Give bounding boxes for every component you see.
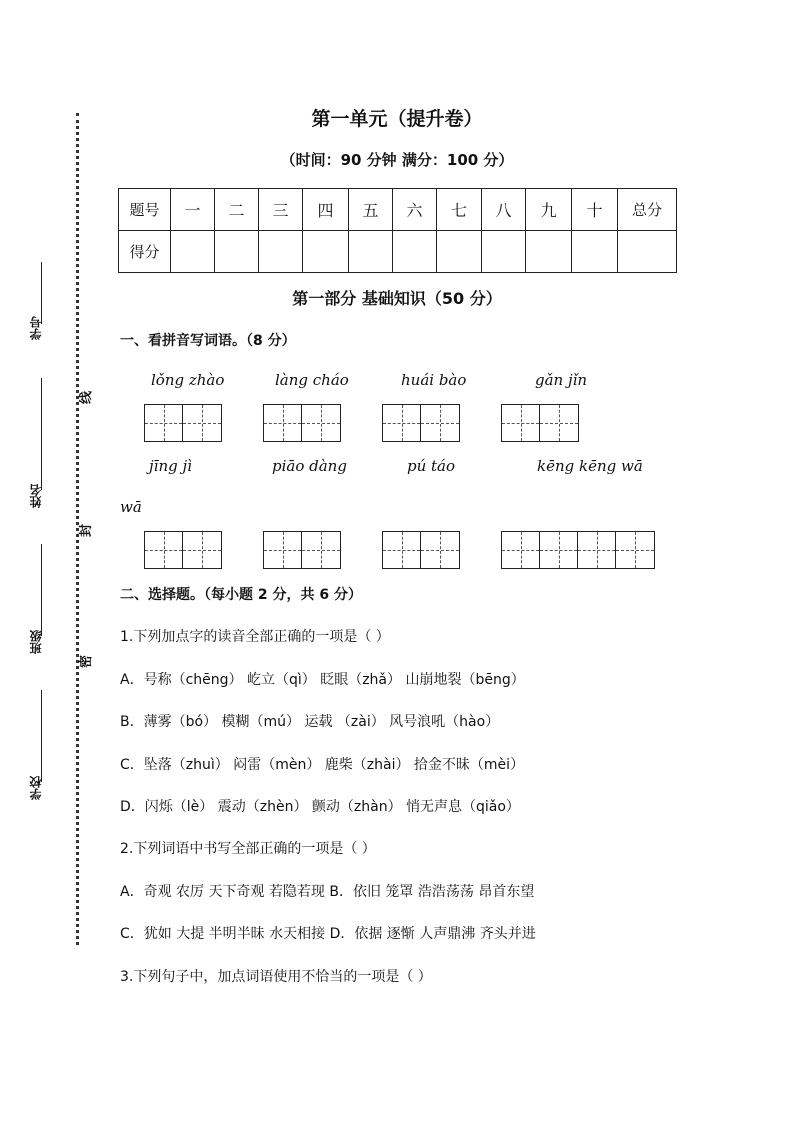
pinyin-label: gǎn jǐn [535, 371, 588, 389]
writing-grid[interactable] [144, 404, 222, 442]
question-3: 3.下列句子中，加点词语使用不恰当的一项是（ ） [120, 969, 432, 985]
writing-grid[interactable] [263, 531, 341, 569]
score-cell[interactable] [349, 231, 393, 273]
table-header-cell: 九 [526, 189, 572, 231]
section1-heading: 一、看拼音写词语。（8 分） [120, 333, 296, 349]
table-header-cell: 七 [437, 189, 482, 231]
name-label: 姓名 [29, 484, 43, 508]
table-header-cell: 三 [259, 189, 303, 231]
score-row-label: 得分 [119, 231, 171, 273]
seal-char-seal: 封 [79, 523, 95, 538]
pinyin-label: pú táo [407, 457, 456, 475]
writing-grid[interactable] [263, 404, 341, 442]
table-header-cell: 题号 [119, 189, 171, 231]
writing-grid[interactable] [501, 531, 655, 569]
score-cell[interactable] [437, 231, 482, 273]
question-1-option-c: C．坠落（zhuì） 闷雷（mèn） 鹿柴（zhài） 拾金不昧（mèi） [120, 757, 525, 773]
score-cell[interactable] [618, 231, 677, 273]
pinyin-label: lǒng zhào [151, 371, 225, 389]
table-header-cell: 八 [482, 189, 526, 231]
writing-grid[interactable] [501, 404, 579, 442]
score-cell[interactable] [526, 231, 572, 273]
table-row [119, 189, 677, 231]
seal-char-secret: 密 [79, 654, 95, 669]
score-table [118, 188, 677, 273]
table-header-cell: 六 [393, 189, 437, 231]
table-header-cell: 十 [572, 189, 618, 231]
question-1-option-d: D．闪烁（lè） 震动（zhèn） 颤动（zhàn） 悄无声息（qiǎo） [120, 799, 520, 815]
score-cell[interactable] [393, 231, 437, 273]
score-cell[interactable] [171, 231, 215, 273]
part-title: 第一部分 基础知识（50 分） [292, 289, 502, 308]
score-cell[interactable] [215, 231, 259, 273]
question-2-options-ab: A．奇观 农厉 天下奇观 若隐若现 B．依旧 笼罩 浩浩荡荡 昂首东望 [120, 884, 535, 900]
question-1: 1.下列加点字的读音全部正确的一项是（ ） [120, 629, 390, 645]
table-row [119, 231, 677, 273]
class-blank[interactable] [41, 544, 42, 636]
page-title: 第一单元（提升卷） [311, 108, 483, 130]
school-blank[interactable] [41, 690, 42, 782]
score-cell[interactable] [482, 231, 526, 273]
pinyin-label: jīng jì [149, 457, 192, 475]
pinyin-label: kēng kēng wā [537, 457, 643, 475]
question-1-option-b: B．薄雾（bó） 模糊（mú） 运载 （zài） 风号浪吼（hào） [120, 714, 500, 730]
writing-grid[interactable] [382, 531, 460, 569]
writing-grid[interactable] [382, 404, 460, 442]
question-1-option-a: A．号称（chēng） 屹立（qì） 眨眼（zhǎ） 山崩地裂（bēng） [120, 672, 525, 688]
table-header-cell: 二 [215, 189, 259, 231]
section2-heading: 二、选择题。（每小题 2 分，共 6 分） [120, 587, 362, 603]
question-2-options-cd: C．犹如 大提 半明半昧 水天相接 D．依据 逐惭 人声鼎沸 齐头并进 [120, 926, 536, 942]
pinyin-label: làng cháo [275, 371, 349, 389]
class-label: 班级 [29, 630, 43, 654]
table-header-cell: 四 [303, 189, 349, 231]
table-header-cell: 一 [171, 189, 215, 231]
pinyin-label: piāo dàng [272, 457, 347, 475]
writing-grid[interactable] [144, 531, 222, 569]
pinyin-label: wā [120, 498, 142, 516]
score-cell[interactable] [303, 231, 349, 273]
seal-char-line: 线 [79, 390, 95, 405]
pinyin-label: huái bào [401, 371, 467, 389]
score-cell[interactable] [572, 231, 618, 273]
question-2: 2.下列词语中书写全部正确的一项是（ ） [120, 841, 376, 857]
table-header-cell: 总分 [618, 189, 677, 231]
exam-info: （时间：90 分钟 满分：100 分） [280, 151, 514, 169]
score-cell[interactable] [259, 231, 303, 273]
table-header-cell: 五 [349, 189, 393, 231]
school-label: 学校 [29, 776, 43, 800]
name-blank[interactable] [41, 378, 42, 490]
student-id-label: 学号 [29, 316, 43, 340]
